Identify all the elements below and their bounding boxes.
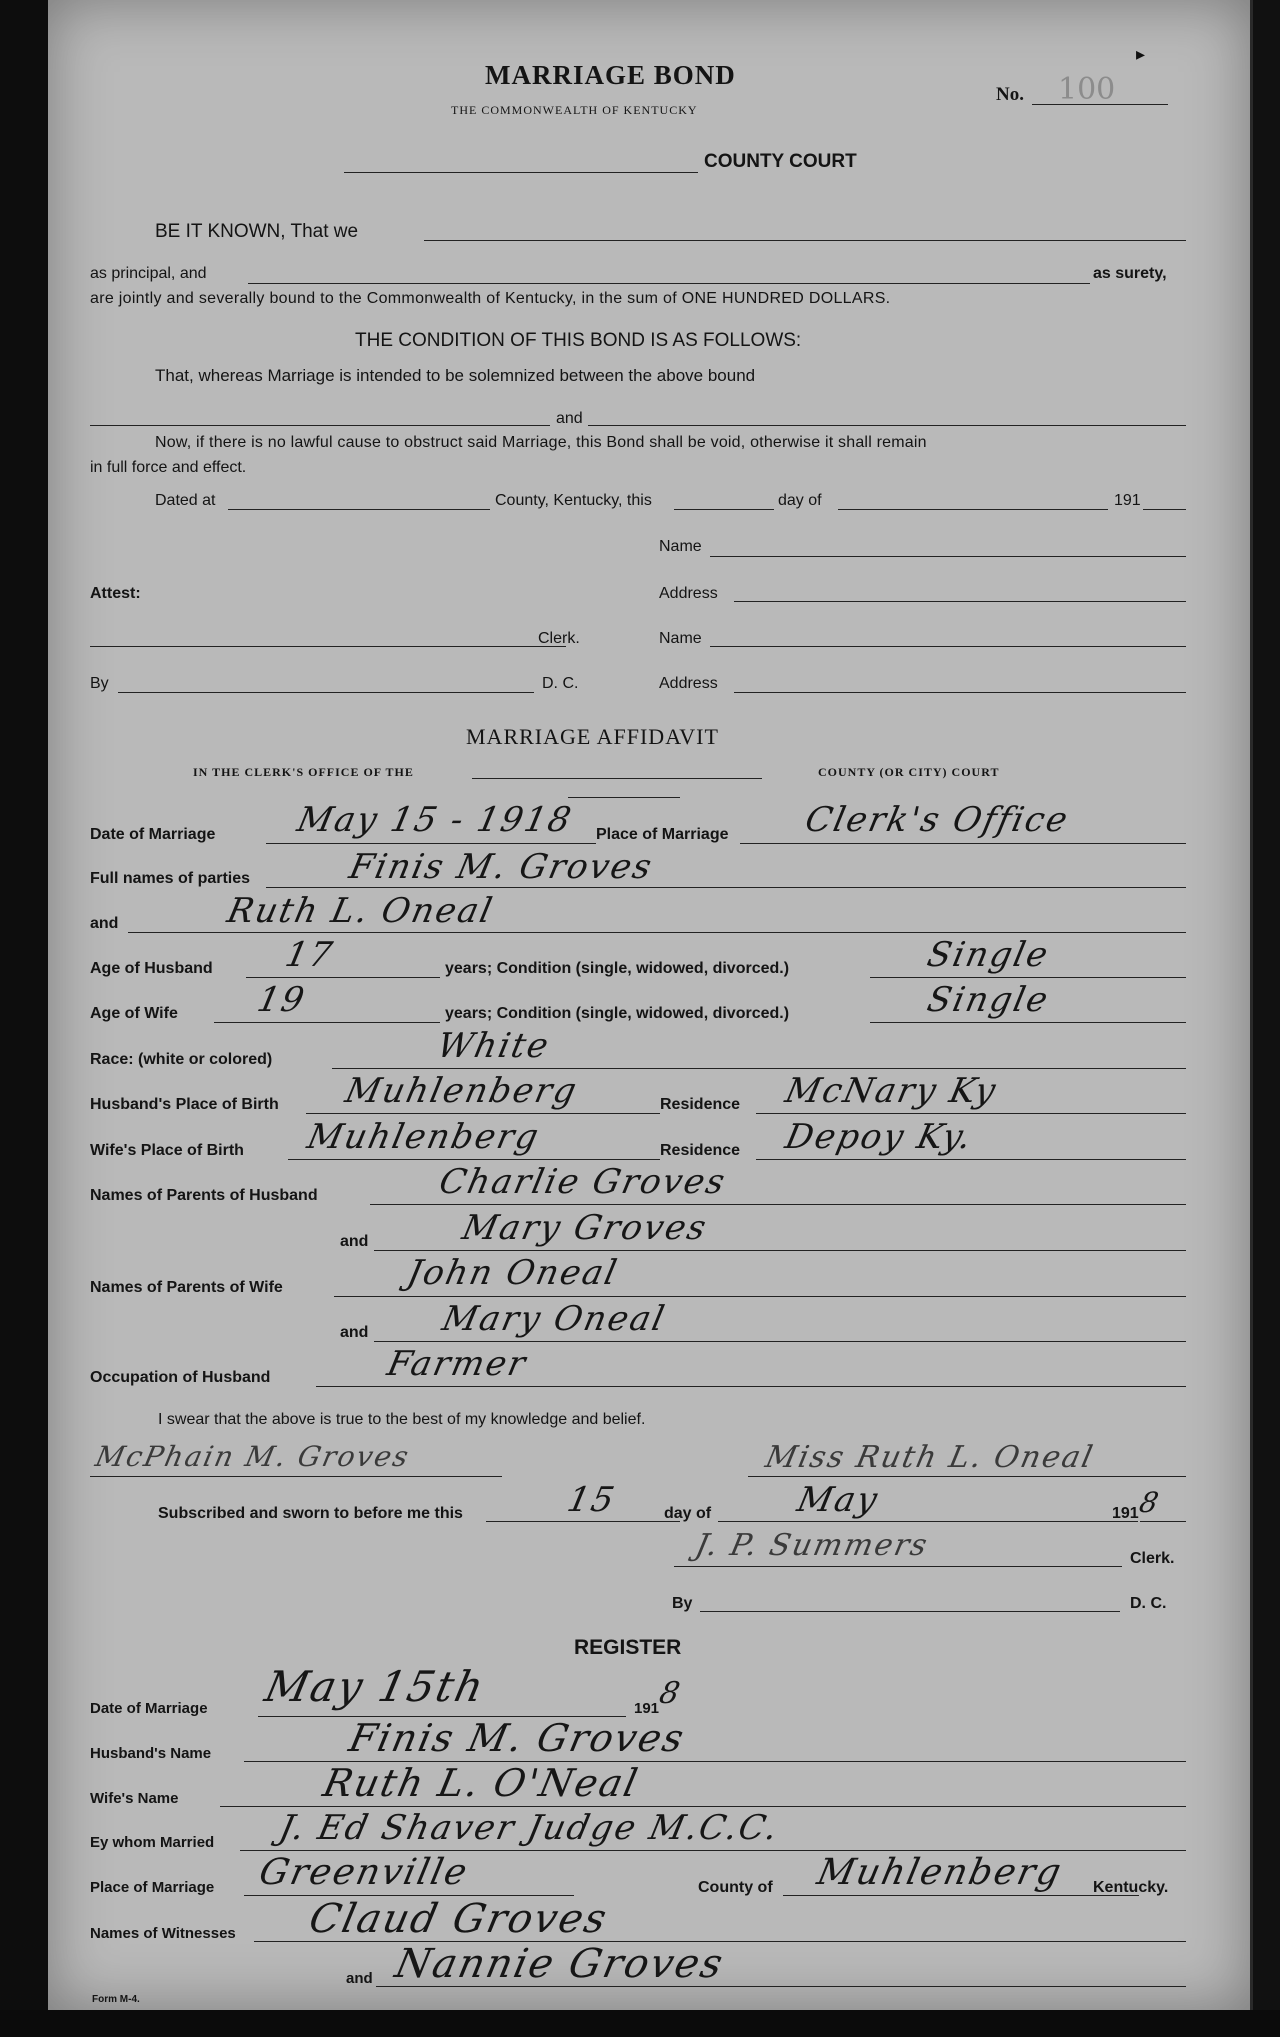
and-parents-husband-label: and bbox=[340, 1233, 369, 1250]
affidavit-dc-label: D. C. bbox=[1130, 1595, 1167, 1612]
film-border-left bbox=[0, 0, 48, 2037]
be-it-known-text: BE IT KNOWN, That we bbox=[155, 221, 359, 242]
age-of-husband-label: Age of Husband bbox=[90, 960, 213, 977]
register-witness-1: Claud Groves bbox=[305, 1896, 613, 1942]
as-principal-text: as principal, and bbox=[90, 265, 207, 282]
county-court-label: COUNTY COURT bbox=[704, 151, 857, 172]
register-county-of-label: County of bbox=[698, 1879, 773, 1896]
affidavit-by-label: By bbox=[672, 1595, 693, 1612]
husband-signature: McPhain M. Groves bbox=[92, 1440, 414, 1473]
principal-name-label: Name bbox=[659, 630, 702, 647]
place-of-marriage-value: Clerk's Office bbox=[801, 800, 1073, 840]
register-county-value: Muhlenberg bbox=[813, 1852, 1067, 1893]
marriage-bond-document bbox=[48, 0, 1250, 2010]
bond-number-label: No. bbox=[996, 84, 1024, 105]
register-place-label: Place of Marriage bbox=[90, 1879, 215, 1896]
condition-husband-value: Single bbox=[923, 935, 1054, 975]
as-surety-text: as surety, bbox=[1093, 265, 1167, 282]
register-date-value: May 15th bbox=[260, 1662, 490, 1711]
race-value: White bbox=[433, 1026, 554, 1066]
wife-birthplace-label: Wife's Place of Birth bbox=[90, 1142, 244, 1159]
condition-heading: THE CONDITION OF THIS BOND IS AS FOLLOWS: bbox=[355, 330, 802, 351]
father-of-husband-value: Charlie Groves bbox=[435, 1162, 731, 1202]
condition-wife-label: years; Condition (single, widowed, divorced.) bbox=[445, 1005, 790, 1022]
register-husband-label: Husband's Name bbox=[90, 1745, 212, 1762]
swear-statement: I swear that the above is true to the best of my knowledge and belief. bbox=[158, 1411, 646, 1428]
husband-birthplace-value: Muhlenberg bbox=[341, 1071, 582, 1111]
parents-of-husband-label: Names of Parents of Husband bbox=[90, 1187, 318, 1204]
date-of-marriage-label: Date of Marriage bbox=[90, 826, 216, 843]
mother-of-wife-value: Mary Oneal bbox=[438, 1299, 670, 1339]
affidavit-clerk-label: Clerk. bbox=[1130, 1550, 1175, 1567]
race-label: Race: (white or colored) bbox=[90, 1051, 273, 1068]
register-place-value: Greenville bbox=[255, 1852, 473, 1893]
bond-title: MARRIAGE BOND bbox=[485, 60, 736, 90]
wife-signature: Miss Ruth L. Oneal bbox=[762, 1440, 1098, 1475]
age-of-wife-label: Age of Wife bbox=[90, 1005, 178, 1022]
occupation-value: Farmer bbox=[383, 1344, 531, 1384]
subscribed-sworn-text: Subscribed and sworn to before me this bbox=[158, 1505, 463, 1522]
bond-number-stamp: 100 bbox=[1058, 72, 1116, 107]
place-of-marriage-label: Place of Marriage bbox=[596, 826, 729, 843]
party-1-name: Finis M. Groves bbox=[345, 847, 657, 887]
clerks-office-text: IN THE CLERK'S OFFICE OF THE bbox=[193, 765, 414, 779]
whereas-text: That, whereas Marriage is intended to be solemnized between the above bound bbox=[155, 366, 756, 385]
sworn-year-prefix: 191 bbox=[1112, 1505, 1139, 1522]
and-text: and bbox=[556, 410, 583, 427]
surety-name-label: Name bbox=[659, 538, 702, 555]
register-date-label: Date of Marriage bbox=[90, 1700, 208, 1717]
register-year-suffix: 8 bbox=[656, 1676, 685, 1711]
dated-at-text: Dated at bbox=[155, 492, 216, 509]
full-names-label: Full names of parties bbox=[90, 870, 251, 887]
and-parties-label: and bbox=[90, 915, 119, 932]
register-witnesses-label: Names of Witnesses bbox=[90, 1925, 236, 1942]
parents-of-wife-label: Names of Parents of Wife bbox=[90, 1279, 283, 1296]
year-191-text: 191 bbox=[1114, 492, 1141, 509]
occupation-label: Occupation of Husband bbox=[90, 1369, 271, 1386]
husband-residence-label: Residence bbox=[660, 1096, 741, 1113]
condition-wife-value: Single bbox=[923, 980, 1054, 1020]
clerk-label: Clerk. bbox=[538, 630, 580, 647]
clerk-signature: J. P. Summers bbox=[692, 1528, 932, 1563]
form-number: Form M-4. bbox=[92, 1994, 140, 2005]
film-border-bottom bbox=[0, 2010, 1280, 2037]
age-of-husband-value: 17 bbox=[281, 935, 338, 975]
affidavit-heading: MARRIAGE AFFIDAVIT bbox=[466, 724, 719, 749]
and-parents-wife-label: and bbox=[340, 1324, 369, 1341]
condition-husband-label: years; Condition (single, widowed, divorced.) bbox=[445, 960, 790, 977]
husband-birthplace-label: Husband's Place of Birth bbox=[90, 1096, 279, 1113]
now-if-text-1: Now, if there is no lawful cause to obstruct said Marriage, this Bond shall be void, otherwise it shall remain bbox=[155, 434, 927, 451]
sworn-year-suffix: 8 bbox=[1136, 1486, 1164, 1519]
principal-address-label: Address bbox=[659, 675, 718, 692]
register-year-prefix: 191 bbox=[634, 1700, 660, 1717]
sworn-day-value: 15 bbox=[563, 1480, 620, 1520]
register-witness-2: Nannie Groves bbox=[391, 1941, 729, 1987]
date-of-marriage-value: May 15 - 1918 bbox=[293, 800, 577, 840]
county-or-city-court-text: COUNTY (OR CITY) COURT bbox=[818, 765, 1000, 779]
county-kentucky-text: County, Kentucky, this bbox=[495, 492, 652, 509]
jointly-bound-text: are jointly and severally bound to the Commonwealth of Kentucky, in the sum of ONE HUNDRED DOLLARS. bbox=[90, 290, 891, 307]
surety-address-label: Address bbox=[659, 585, 718, 602]
wife-residence-value: Depoy Ky. bbox=[781, 1117, 977, 1157]
register-husband-value: Finis M. Groves bbox=[345, 1716, 690, 1760]
attest-label: Attest: bbox=[90, 585, 141, 602]
age-of-wife-value: 19 bbox=[253, 980, 310, 1020]
register-kentucky-label: Kentucky. bbox=[1093, 1879, 1169, 1896]
corner-mark: ▸ bbox=[1136, 44, 1146, 64]
now-if-text-2: in full force and effect. bbox=[90, 459, 247, 476]
wife-residence-label: Residence bbox=[660, 1142, 741, 1159]
film-border-right bbox=[1250, 0, 1280, 2037]
sworn-day-of-text: day of bbox=[664, 1505, 712, 1522]
register-married-by-value: J. Ed Shaver Judge M.C.C. bbox=[275, 1808, 783, 1848]
register-wife-value: Ruth L. O'Neal bbox=[319, 1761, 644, 1805]
bond-subtitle: THE COMMONWEALTH OF KENTUCKY bbox=[451, 103, 698, 117]
mother-of-husband-value: Mary Groves bbox=[458, 1208, 712, 1248]
register-heading: REGISTER bbox=[574, 1636, 682, 1659]
register-married-by-label: Ey whom Married bbox=[90, 1834, 215, 1851]
dc-label: D. C. bbox=[542, 675, 579, 692]
register-wife-label: Wife's Name bbox=[90, 1790, 179, 1807]
day-of-text: day of bbox=[778, 492, 822, 509]
father-of-wife-value: John Oneal bbox=[403, 1253, 623, 1293]
by-label: By bbox=[90, 675, 109, 692]
register-and-witness-label: and bbox=[346, 1970, 373, 1987]
party-2-name: Ruth L. Oneal bbox=[223, 891, 498, 931]
husband-residence-value: McNary Ky bbox=[781, 1071, 1001, 1111]
wife-birthplace-value: Muhlenberg bbox=[303, 1117, 544, 1157]
sworn-month-value: May bbox=[793, 1480, 883, 1520]
